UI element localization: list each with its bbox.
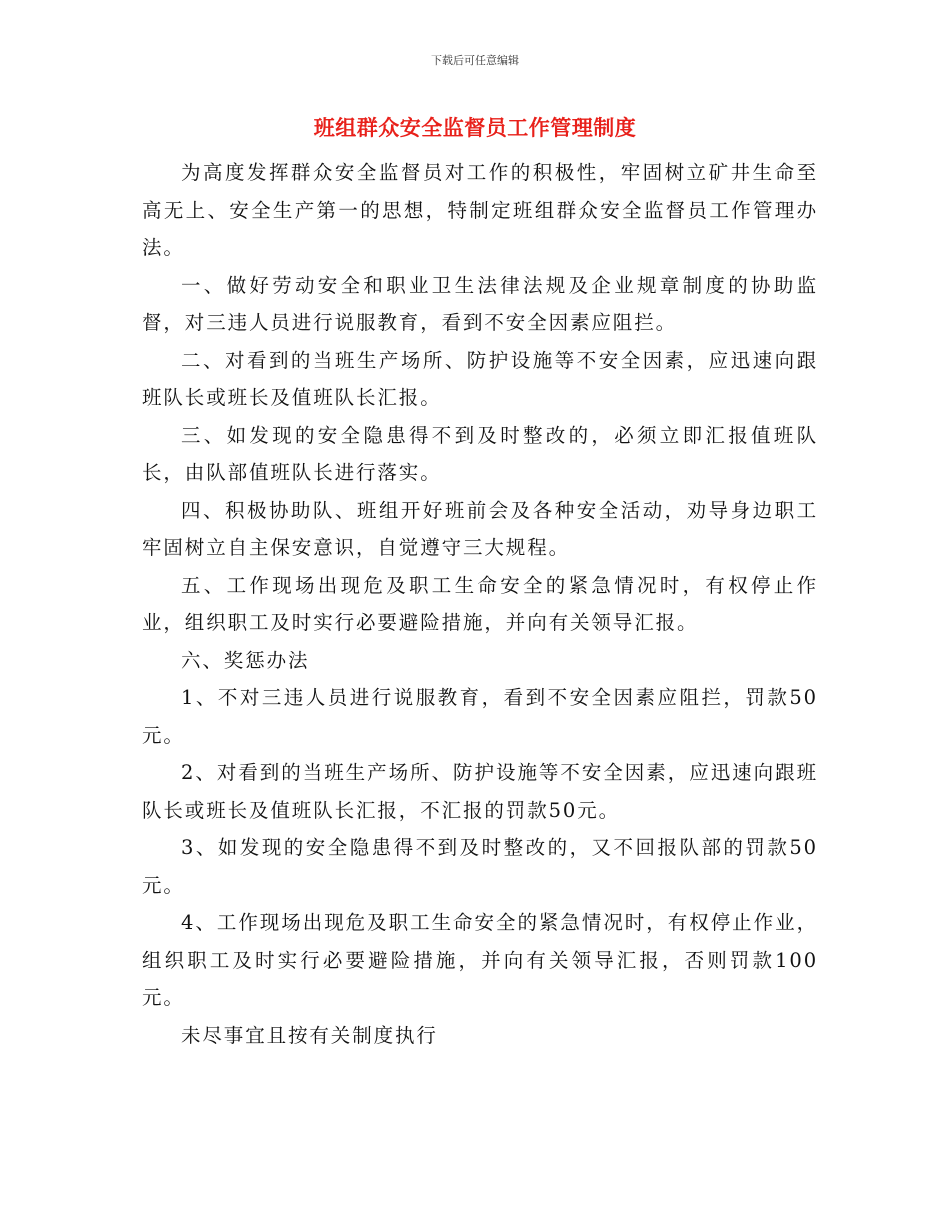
paragraph-penalty-3: 3、如发现的安全隐患得不到及时整改的，又不回报队部的罚款50元。 xyxy=(142,836,818,897)
paragraph-item-6-heading: 六、奖惩办法 xyxy=(181,648,310,672)
paragraph-intro: 为高度发挥群众安全监督员对工作的积极性，牢固树立矿井生命至高无上、安全生产第一的思想，特制定班组群众安全监督员工作管理办法。 xyxy=(142,161,818,259)
paragraph-item-1: 一、做好劳动安全和职业卫生法律法规及企业规章制度的协助监督，对三违人员进行说服教育，看到不安全因素应阻拦。 xyxy=(142,273,818,334)
paragraph-penalty-2: 2、对看到的当班生产场所、防护设施等不安全因素，应迅速向跟班队长或班长及值班队长汇报，不汇报的罚款50元。 xyxy=(142,761,818,822)
paragraph-item-5: 五、工作现场出现危及职工生命安全的紧急情况时，有权停止作业，组织职工及时实行必要避险措施，并向有关领导汇报。 xyxy=(142,573,818,634)
document-body xyxy=(142,154,818,1054)
paragraph-penalty-4: 4、工作现场出现危及职工生命安全的紧急情况时，有权停止作业，组织职工及时实行必要避险措施，并向有关领导汇报，否则罚款100元。 xyxy=(142,911,818,1009)
paragraph-item-2: 二、对看到的当班生产场所、防护设施等不安全因素，应迅速向跟班队长或班长及值班队长汇报。 xyxy=(142,348,818,409)
paragraph-closing: 未尽事宜且按有关制度执行 xyxy=(181,1023,438,1047)
header-note: 下载后可任意编辑 xyxy=(431,54,519,67)
document-title: 班组群众安全监督员工作管理制度 xyxy=(313,116,637,140)
paragraph-item-3: 三、如发现的安全隐患得不到及时整改的，必须立即汇报值班队长，由队部值班队长进行落实。 xyxy=(142,423,818,484)
paragraph-item-4: 四、积极协助队、班组开好班前会及各种安全活动，劝导身边职工牢固树立自主保安意识，自觉遵守三大规程。 xyxy=(142,498,818,559)
paragraph-penalty-1: 1、不对三违人员进行说服教育，看到不安全因素应阻拦，罚款50元。 xyxy=(142,686,818,747)
